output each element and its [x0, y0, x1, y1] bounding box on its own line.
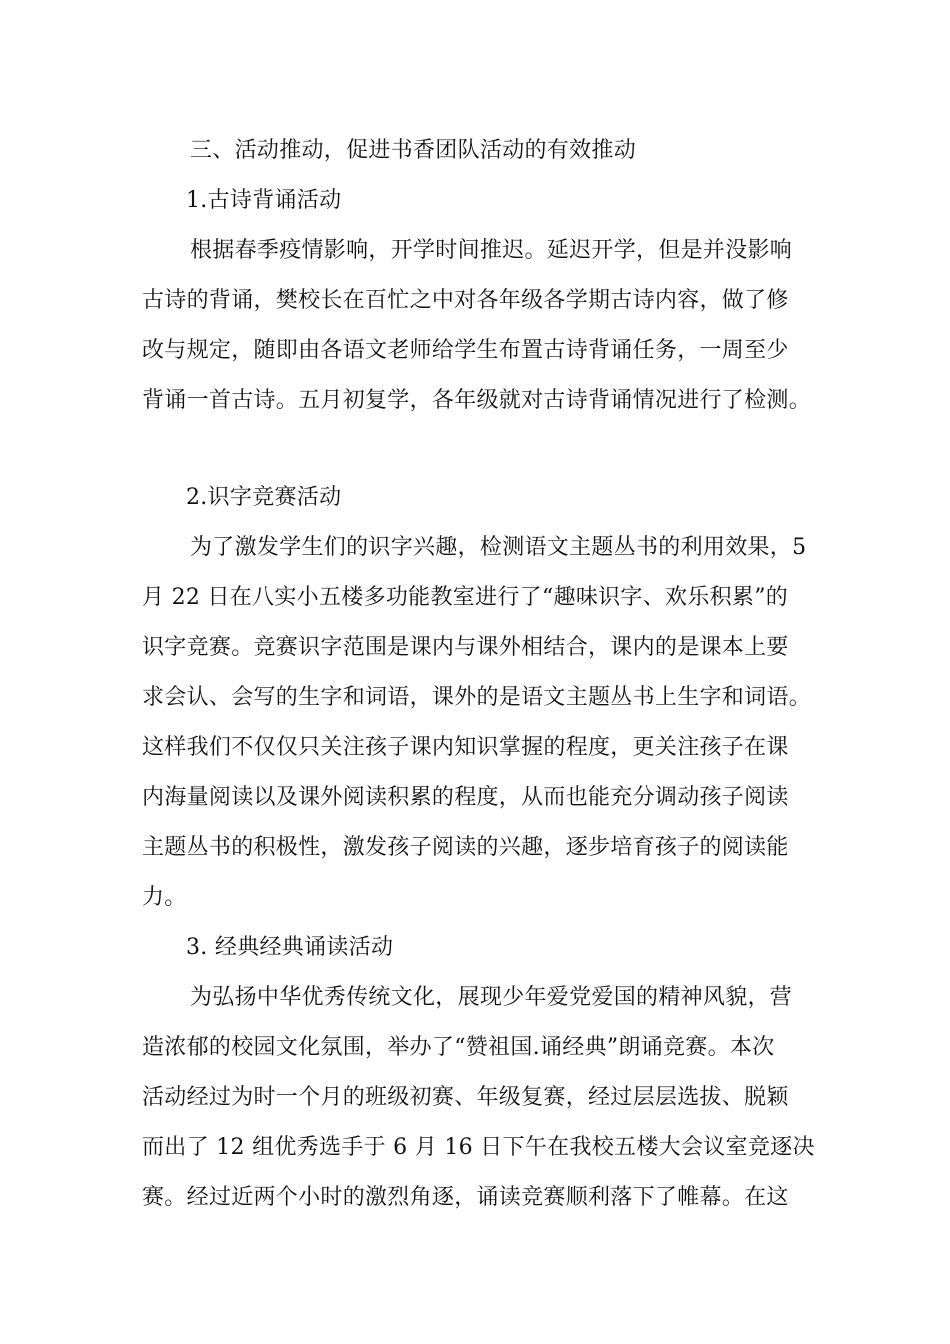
paragraph-line: 造浓郁的校园文化氛围，举办了“赞祖国.诵经典”朗诵竞赛。本次: [142, 1035, 775, 1060]
paragraph-line: 力。: [142, 885, 187, 910]
paragraph-line: 为了激发学生们的识字兴趣，检测语文主题丛书的利用效果，5: [190, 535, 807, 560]
subsection-title-literacy-contest: 2.识字竞赛活动: [186, 485, 342, 510]
paragraph-line: 根据春季疫情影响，开学时间推迟。延迟开学，但是并没影响: [190, 238, 793, 263]
paragraph-line: 主题丛书的积极性，激发孩子阅读的兴趣，逐步培育孩子的阅读能: [142, 835, 789, 860]
subsection-title-ancient-poetry: 1.古诗背诵活动: [186, 188, 342, 213]
paragraph-line: 月 22 日在八实小五楼多功能教室进行了“趣味识字、欢乐积累”的: [142, 585, 789, 610]
paragraph-line: 古诗的背诵，樊校长在百忙之中对各年级各学期古诗内容，做了修: [142, 288, 789, 313]
paragraph-line: 而出了 12 组优秀选手于 6 月 16 日下午在我校五楼大会议室竞逐决: [142, 1135, 815, 1160]
paragraph-line: 求会认、会写的生字和词语，课外的是语文主题丛书上生字和词语。: [142, 685, 812, 710]
paragraph-line: 活动经过为时一个月的班级初赛、年级复赛，经过层层选拔、脱颖: [142, 1085, 789, 1110]
paragraph-line: 内海量阅读以及课外阅读积累的程度，从而也能充分调动孩子阅读: [142, 785, 789, 810]
subsection-title-classics-recital: 3. 经典经典诵读活动: [186, 935, 394, 960]
paragraph-line: 改与规定，随即由各语文老师给学生布置古诗背诵任务，一周至少: [142, 338, 789, 363]
paragraph-line: 识字竞赛。竞赛识字范围是课内与课外相结合，课内的是课本上要: [142, 635, 789, 660]
paragraph-line: 背诵一首古诗。五月初复学，各年级就对古诗背诵情况进行了检测。: [142, 388, 812, 413]
paragraph-line: 为弘扬中华优秀传统文化，展现少年爱党爱国的精神风貌，营: [190, 985, 793, 1010]
paragraph-line: 赛。经过近两个小时的激烈角逐，诵读竞赛顺利落下了帷幕。在这: [142, 1185, 789, 1210]
paragraph-line: 这样我们不仅仅只关注孩子课内知识掌握的程度，更关注孩子在课: [142, 735, 789, 760]
section-heading: 三、活动推动，促进书香团队活动的有效推动: [190, 138, 637, 163]
